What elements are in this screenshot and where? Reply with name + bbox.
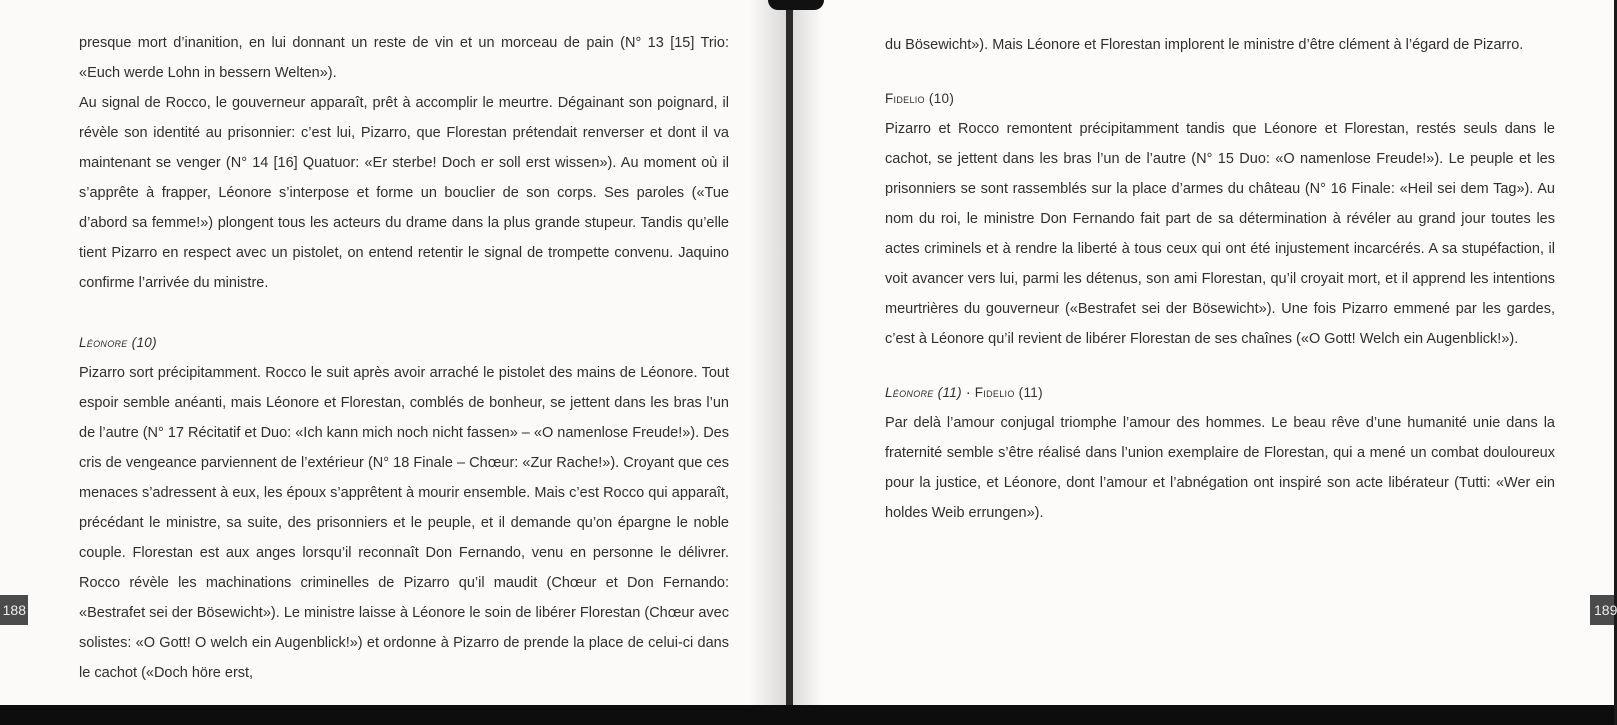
section-heading-leonore-fidelio-11 bbox=[885, 378, 1555, 408]
page-number-right: 189 bbox=[1590, 595, 1614, 625]
gutter-shadow bbox=[748, 0, 786, 705]
heading-separator: · bbox=[961, 385, 975, 401]
section-heading-leonore-10: Léonore (10) bbox=[79, 335, 157, 350]
scan-bottom-edge bbox=[0, 705, 1614, 725]
gutter-shadow bbox=[793, 0, 823, 705]
left-page bbox=[0, 0, 786, 705]
right-paragraph-2: Pizarro et Rocco remontent précipitamment tandis que Léonore et Florestan, restés seuls dans le cachot, se jettent dans les bras l’un de l’autre (N° 15 Duo: «O namenlose Freude!»). Le peuple et les prisonniers se sont rassemblés sur la place d’armes du château (N° 16 Finale: «Heil sei dem Tag»). Au nom du roi, le ministre Don Fernando fait part de sa détermination à révéler au grand jour toutes les actes criminels et à rendre la liberté à tous ceux qui ont été injustement incarcérés. A sa stupéfaction, il voit avancer vers lui, parmi les détenus, son ami Florestan, qu’il croyait mort, et il apprend les intentions meurtrières du gouverneur («Bestrafet sei der Bösewicht»). Une fois Pizarro emmené par les gardes, c’est à Léonore qu’il revient de libérer Florestan de ses chaînes («O Gott! Welch ein Augenblick!»). bbox=[885, 121, 1555, 347]
right-page bbox=[793, 0, 1617, 705]
section-heading-fidelio-10: Fidelio (10) bbox=[885, 91, 955, 106]
page-number-left: 188 bbox=[0, 595, 28, 625]
heading-leonore-11: Léonore (11) bbox=[885, 385, 962, 400]
left-paragraph-1: presque mort d’inanition, en lui donnant un reste de vin et un morceau de pain (N° 13 [15] Trio: «Euch werde Lohn in bessern Welten»). bbox=[79, 35, 729, 81]
book-spine bbox=[786, 0, 793, 705]
left-page-text bbox=[79, 28, 729, 688]
heading-fidelio-11: Fidelio (11) bbox=[974, 385, 1043, 400]
left-paragraph-2: Au signal de Rocco, le gouverneur apparaît, prêt à accomplir le meurtre. Dégainant son poignard, il révèle son identité au prisonnier: c’est lui, Pizarro, que Florestan prétendait renverser et dont il va maintenant se venger (N° 14 [16] Quatuor: «Er sterbe! Doch er soll erst wissen»). Au moment où il s’apprête à frapper, Léonore s’interpose et forme un bouclier de son corps. Ses paroles («Tue d’abord sa femme!») plongent tous les acteurs du drame dans la plus grande stupeur. Tandis qu’elle tient Pizarro en respect avec un pistolet, on entend retentir le signal de trompette convenu. Jaquino confirme l’arrivée du ministre. bbox=[79, 95, 729, 291]
right-page-text bbox=[885, 30, 1555, 528]
right-paragraph-3: Par delà l’amour conjugal triomphe l’amour des hommes. Le beau rêve d’une humanité unie dans la fraternité semble s’être réalisé dans l’union exemplaire de Florestan, qui a mené un combat douloureux pour la justice, et Léonore, dont l’amour et l’abnégation ont inspiré son acte libérateur (Tutti: «Wer ein holdes Weib errungen»). bbox=[885, 415, 1555, 521]
left-paragraph-3: Pizarro sort précipitamment. Rocco le suit après avoir arraché le pistolet des mains de Léonore. Tout espoir semble anéanti, mais Léonore et Florestan, comblés de bonheur, se jettent dans les bras l’un de l’autre (N° 17 Récitatif et Duo: «Ich kann mich noch nicht fassen» – «O namenlose Freude!»). Des cris de vengeance parviennent de l’extérieur (N° 18 Finale – Chœur: «Zur Rache!»). Croyant que ces menaces s’adressent à eux, les époux s’apprêtent à mourir ensemble. Mais c’est Rocco qui apparaît, précédant le ministre, sa suite, des prisonniers et le peuple, et il demande qu’on épargne le noble couple. Florestan est aux anges lorsqu’il reconnaît Don Fernando, venu en personne le délivrer. Rocco révèle les machinations criminelles de Pizarro qu’il maudit (Chœur et Don Fernando: «Bestrafet sei der Bösewicht»). Le ministre laisse à Léonore le soin de libérer Florestan (Chœur avec solistes: «O Gott! O welch ein Augenblick!») et ordonne à Pizarro de prende la place de celui-ci dans le cachot («Doch höre erst, bbox=[79, 365, 729, 681]
right-paragraph-1: du Bösewicht»). Mais Léonore et Florestan implorent le ministre d’être clément à l’égard de Pizarro. bbox=[885, 37, 1524, 53]
scan-notch bbox=[768, 0, 824, 10]
